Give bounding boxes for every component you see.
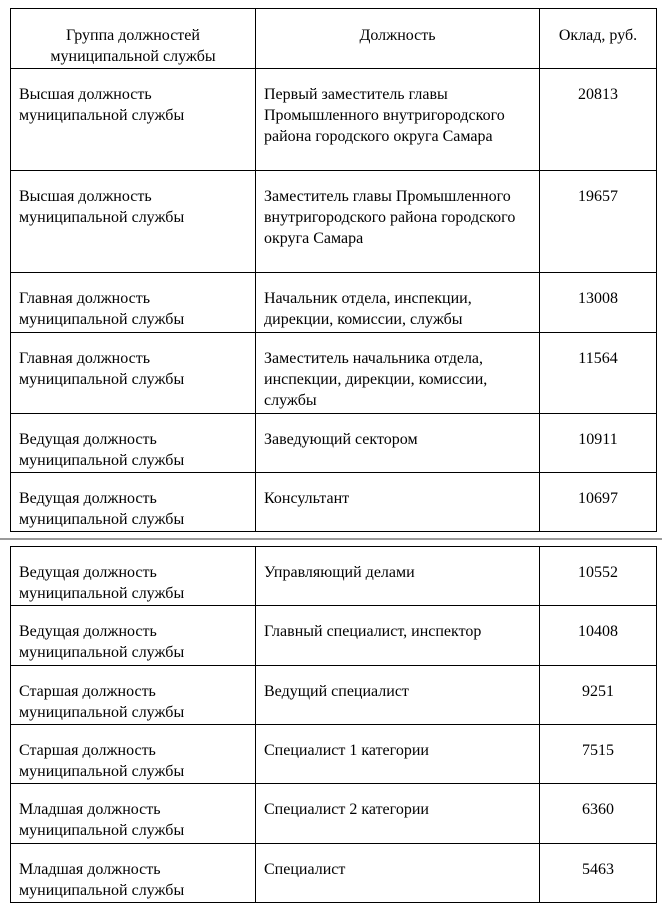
page-break-divider — [0, 538, 662, 540]
position-cell: Управляющий делами — [256, 547, 540, 606]
salary-cell: 10408 — [540, 606, 657, 666]
salary-cell: 6360 — [540, 784, 657, 844]
group-cell: Ведущая должность муниципальной службы — [11, 606, 256, 666]
salary-table-part-2 — [10, 546, 657, 903]
position-cell: Заместитель главы Промышленного внутригородского района городского округа Самара — [256, 171, 540, 273]
group-cell: Ведущая должность муниципальной службы — [11, 473, 256, 532]
position-cell: Заведующий сектором — [256, 414, 540, 473]
salary-cell: 10552 — [540, 547, 657, 606]
table-row — [11, 666, 657, 725]
salary-cell: 11564 — [540, 333, 657, 414]
salary-cell: 10697 — [540, 473, 657, 532]
salary-cell: 10911 — [540, 414, 657, 473]
position-cell: Консультант — [256, 473, 540, 532]
header-position: Должность — [256, 9, 540, 69]
salary-cell: 13008 — [540, 273, 657, 333]
table-row — [11, 844, 657, 903]
position-cell: Начальник отдела, инспекции, дирекции, комиссии, службы — [256, 273, 540, 333]
salary-table-part-1 — [10, 8, 657, 532]
group-cell: Главная должность муниципальной службы — [11, 333, 256, 414]
group-cell: Старшая должность муниципальной службы — [11, 725, 256, 784]
group-cell: Высшая должность муниципальной службы — [11, 69, 256, 171]
position-cell: Главный специалист, инспектор — [256, 606, 540, 666]
group-cell: Высшая должность муниципальной службы — [11, 171, 256, 273]
group-cell: Главная должность муниципальной службы — [11, 273, 256, 333]
header-salary: Оклад, руб. — [540, 9, 657, 69]
table-row — [11, 606, 657, 666]
table-row — [11, 333, 657, 414]
group-cell: Младшая должность муниципальной службы — [11, 844, 256, 903]
table-row — [11, 547, 657, 606]
group-cell: Старшая должность муниципальной службы — [11, 666, 256, 725]
salary-cell: 9251 — [540, 666, 657, 725]
table-row — [11, 273, 657, 333]
table-row — [11, 414, 657, 473]
table-row — [11, 69, 657, 171]
salary-cell: 5463 — [540, 844, 657, 903]
salary-cell: 7515 — [540, 725, 657, 784]
table-row — [11, 784, 657, 844]
position-cell: Заместитель начальника отдела, инспекции, дирекции, комиссии, службы — [256, 333, 540, 414]
position-cell: Первый заместитель главы Промышленного внутригородского района городского округа Самара — [256, 69, 540, 171]
table-row — [11, 725, 657, 784]
group-cell: Младшая должность муниципальной службы — [11, 784, 256, 844]
table-row — [11, 171, 657, 273]
position-cell: Специалист 1 категории — [256, 725, 540, 784]
table-header-row — [11, 9, 657, 69]
salary-cell: 20813 — [540, 69, 657, 171]
position-cell: Ведущий специалист — [256, 666, 540, 725]
position-cell: Специалист 2 категории — [256, 784, 540, 844]
position-cell: Специалист — [256, 844, 540, 903]
table-row — [11, 473, 657, 532]
salary-cell: 19657 — [540, 171, 657, 273]
group-cell: Ведущая должность муниципальной службы — [11, 547, 256, 606]
group-cell: Ведущая должность муниципальной службы — [11, 414, 256, 473]
header-group: Группа должностей муниципальной службы — [11, 9, 256, 69]
